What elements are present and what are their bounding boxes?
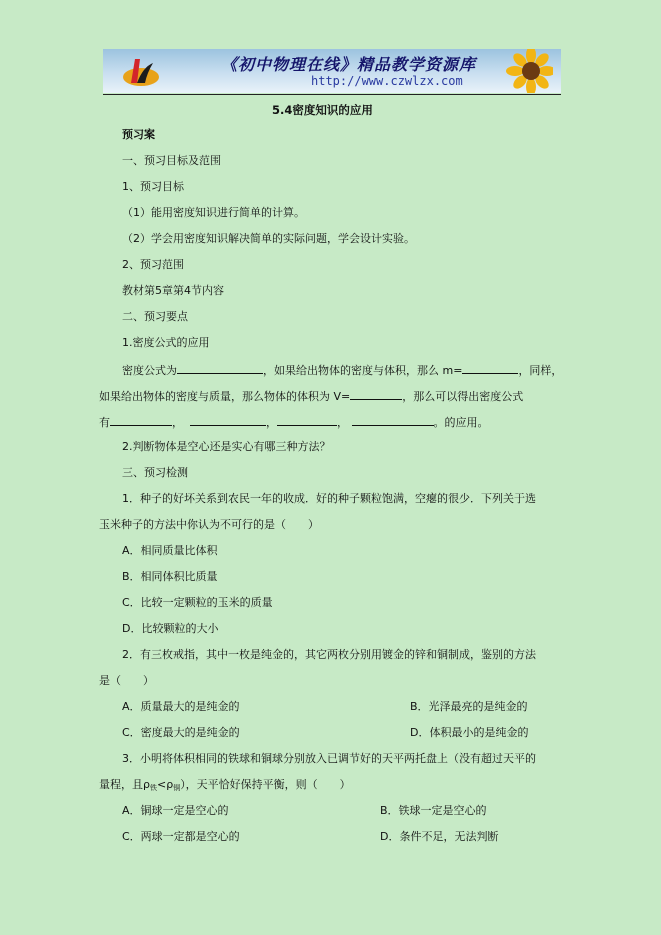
question-1-stem-line-1: 1．种子的好坏关系到农民一年的收成．好的种子颗粒饱满，空瘪的很少．下列关于选	[122, 492, 536, 505]
scope-text: 教材第5章第4节内容	[122, 284, 224, 297]
formula-paragraph-line-1	[122, 362, 562, 378]
question-1-option-d[interactable]: D．比较颗粒的大小	[122, 622, 219, 635]
text-fragment: 量程，且ρ	[99, 778, 150, 791]
question-1-option-a[interactable]: A．相同质量比体积	[122, 544, 218, 557]
text-fragment: 有	[99, 416, 110, 429]
text-fragment: ，那么可以得出密度公式	[402, 390, 524, 403]
text-fragment: ，	[266, 416, 277, 429]
question-3-option-a[interactable]: A．铜球一定是空心的	[122, 804, 229, 817]
subheading-scope: 2、预习范围	[122, 258, 184, 271]
sunflower-icon	[501, 49, 553, 93]
answer-blank[interactable]	[190, 414, 266, 426]
site-logo-icon	[121, 53, 161, 89]
document-title: 5.4密度知识的应用	[272, 103, 373, 117]
goal-item-2: （2）学会用密度知识解决简单的实际问题，学会设计实验。	[122, 232, 415, 245]
answer-blank[interactable]	[350, 388, 402, 400]
goal-item-1: （1）能用密度知识进行简单的计算。	[122, 206, 305, 219]
text-fragment: ，	[172, 416, 183, 429]
heading-self-check: 三、预习检测	[122, 466, 188, 479]
answer-blank[interactable]	[277, 414, 337, 426]
answer-blank[interactable]	[110, 414, 172, 426]
question-2-stem-line-1: 2．有三枚戒指，其中一枚是纯金的，其它两枚分别用镀金的锌和铜制成，鉴别的方法	[122, 648, 536, 661]
heading-key-points: 二、预习要点	[122, 310, 188, 323]
answer-blank[interactable]	[462, 362, 518, 374]
text-fragment: 密度公式为	[122, 364, 177, 377]
formula-paragraph-line-3	[99, 414, 489, 430]
text-fragment: <ρ	[156, 778, 174, 791]
heading-goals-scope: 一、预习目标及范围	[122, 154, 221, 167]
question-1-stem-line-2: 玉米种子的方法中你认为不可行的是（ ）	[99, 518, 319, 531]
question-3-stem-line-2	[99, 778, 351, 795]
text-fragment: ，同样，	[518, 364, 563, 377]
text-fragment: 如果给出物体的密度与质量，那么物体的体积为 V=	[99, 390, 351, 403]
subscript-iron: 铁	[149, 784, 157, 792]
subscript-copper: 铜	[173, 784, 181, 792]
question-2-option-b[interactable]: B．光泽最亮的是纯金的	[410, 700, 528, 713]
question-3-option-c[interactable]: C．两球一定都是空心的	[122, 830, 240, 843]
question-3-option-d[interactable]: D．条件不足，无法判断	[380, 830, 499, 843]
question-1-option-c[interactable]: C．比较一定颗粒的玉米的质量	[122, 596, 273, 609]
question-2-option-c[interactable]: C．密度最大的是纯金的	[122, 726, 240, 739]
text-fragment: 。的应用。	[433, 416, 489, 429]
question-3-option-b[interactable]: B．铁球一定是空心的	[380, 804, 487, 817]
subheading-goals: 1、预习目标	[122, 180, 184, 193]
banner-url[interactable]: http://www.czwlzx.com	[311, 74, 463, 88]
section-heading-preview: 预习案	[122, 128, 155, 141]
question-1-option-b[interactable]: B．相同体积比质量	[122, 570, 218, 583]
header-banner	[103, 49, 561, 93]
question-2-option-a[interactable]: A．质量最大的是纯金的	[122, 700, 240, 713]
question-2-option-d[interactable]: D．体积最小的是纯金的	[410, 726, 529, 739]
text-fragment: ，如果给出物体的密度与体积，那么 m=	[263, 364, 463, 377]
formula-paragraph-line-2	[99, 388, 523, 404]
question-3-stem-line-1: 3．小明将体积相同的铁球和铜球分别放入已调节好的天平两托盘上（没有超过天平的	[122, 752, 536, 765]
banner-title: 《初中物理在线》精品教学资源库	[221, 55, 477, 74]
answer-blank[interactable]	[352, 414, 434, 426]
text-fragment: ），天平恰好保持平衡，则（ ）	[180, 778, 351, 791]
header-rule	[103, 94, 561, 95]
question-2-stem-line-2: 是（ ）	[99, 674, 154, 687]
answer-blank[interactable]	[177, 362, 263, 374]
key-point-1: 1.密度公式的应用	[122, 336, 210, 349]
key-point-2: 2.判断物体是空心还是实心有哪三种方法？	[122, 440, 331, 453]
text-fragment: ，	[337, 416, 348, 429]
